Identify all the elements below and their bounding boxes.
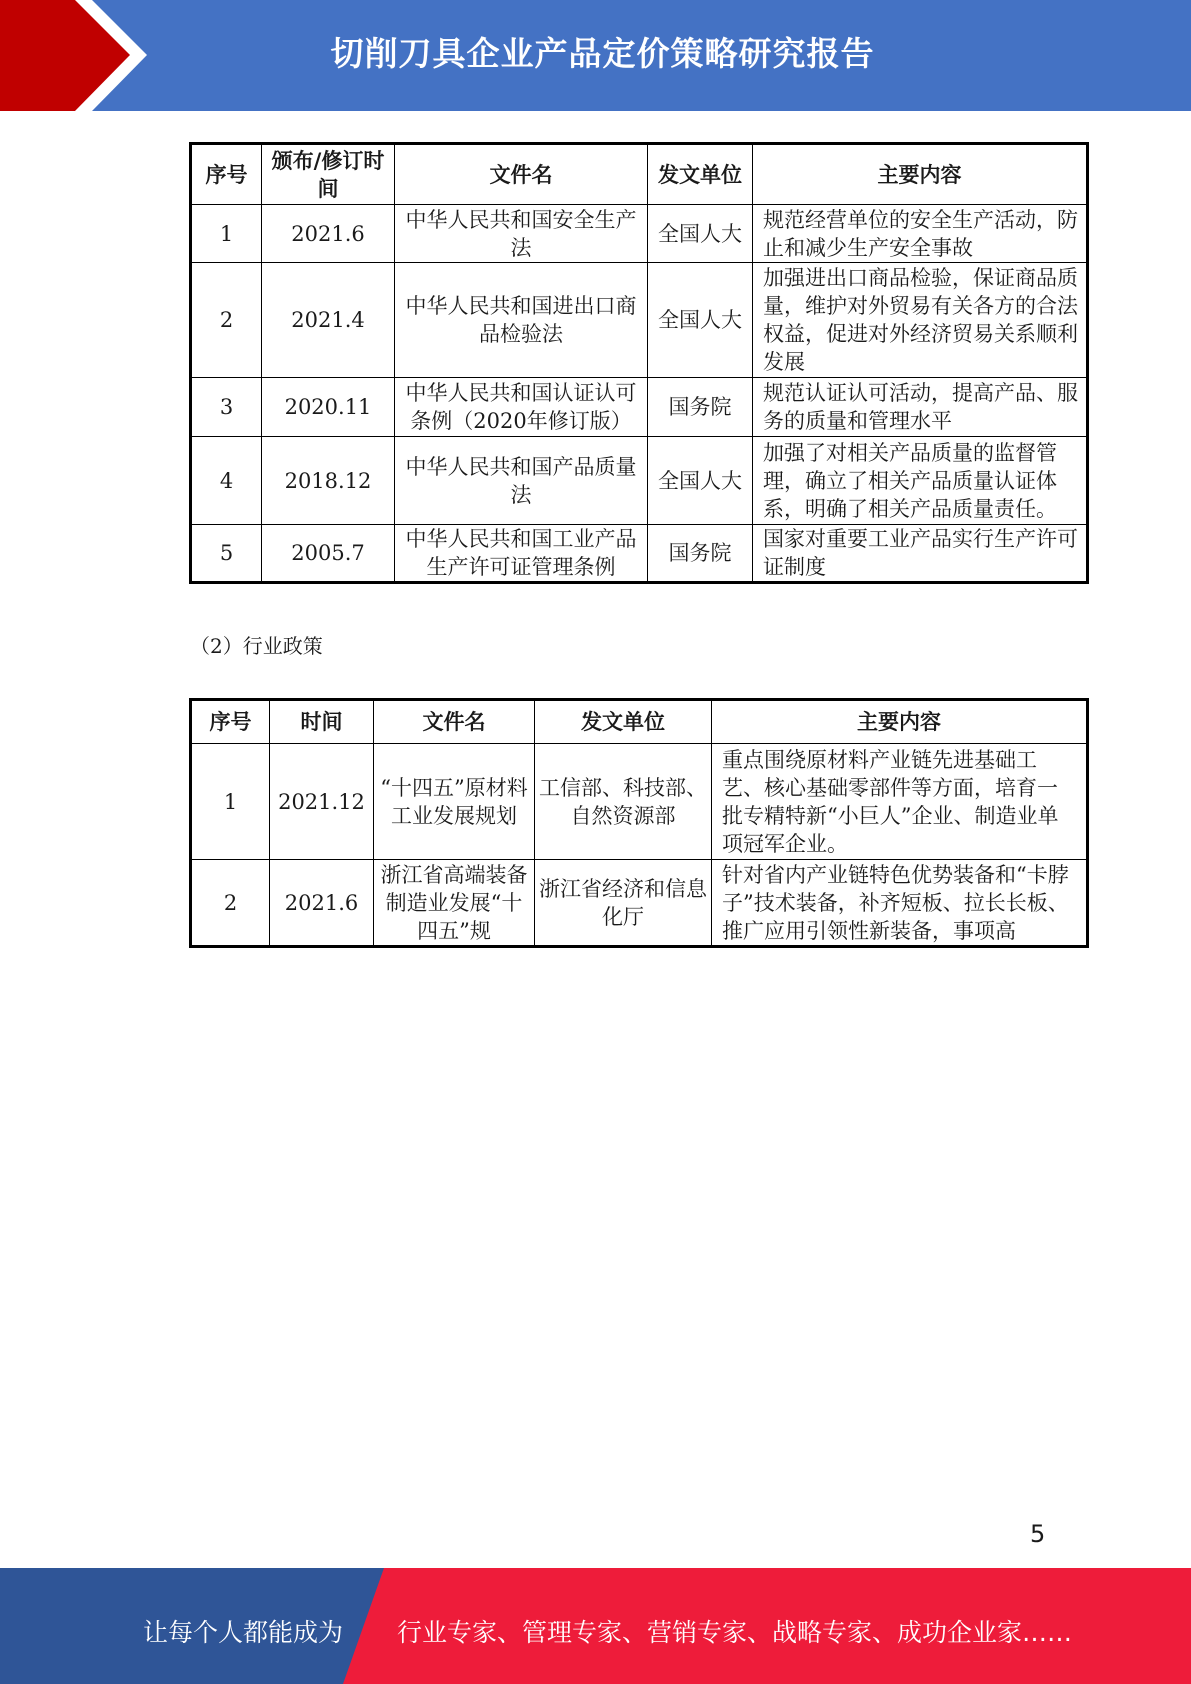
cell-date: 2021.6 — [270, 860, 374, 947]
table-row — [191, 205, 1088, 263]
cell-index: 1 — [191, 744, 270, 860]
cell-document: 中华人民共和国进出口商品检验法 — [395, 263, 648, 378]
table-row — [191, 525, 1088, 583]
col-header: 序号 — [191, 144, 262, 205]
table-row — [191, 744, 1088, 860]
cell-index: 2 — [191, 860, 270, 947]
laws-table — [189, 142, 1089, 584]
cell-content: 规范经营单位的安全生产活动，防止和减少生产安全事故 — [753, 205, 1088, 263]
col-header: 文件名 — [395, 144, 648, 205]
cell-issuer: 工信部、科技部、自然资源部 — [535, 744, 712, 860]
table-header-row — [191, 144, 1088, 205]
table-row — [191, 437, 1088, 525]
cell-date: 2020.11 — [262, 378, 395, 437]
section-heading: （2）行业政策 — [190, 634, 323, 658]
table-row — [191, 860, 1088, 947]
cell-issuer: 浙江省经济和信息化厅 — [535, 860, 712, 947]
col-header: 发文单位 — [535, 700, 712, 744]
table-row — [191, 263, 1088, 378]
report-title: 切削刀具企业产品定价策略研究报告 — [330, 34, 875, 73]
cell-content: 国家对重要工业产品实行生产许可证制度 — [753, 525, 1088, 583]
cell-date: 2005.7 — [262, 525, 395, 583]
cell-issuer: 全国人大 — [648, 437, 753, 525]
table-header-row — [191, 700, 1088, 744]
cell-content: 加强了对相关产品质量的监督管理，确立了相关产品质量认证体系，明确了相关产品质量责任。 — [753, 437, 1088, 525]
cell-index: 1 — [191, 205, 262, 263]
page-number: 5 — [1030, 1520, 1046, 1548]
col-header: 时间 — [270, 700, 374, 744]
cell-content: 重点围绕原材料产业链先进基础工艺、核心基础零部件等方面，培育一批专精特新“小巨人”企业、制造业单项冠军企业。 — [712, 744, 1088, 860]
cell-issuer: 国务院 — [648, 378, 753, 437]
table-row — [191, 378, 1088, 437]
cell-content: 规范认证认可活动，提高产品、服务的质量和管理水平 — [753, 378, 1088, 437]
cell-issuer: 全国人大 — [648, 205, 753, 263]
col-header: 发文单位 — [648, 144, 753, 205]
cell-index: 3 — [191, 378, 262, 437]
cell-document: 中华人民共和国认证认可条例（2020年修订版） — [395, 378, 648, 437]
col-header: 主要内容 — [753, 144, 1088, 205]
col-header: 序号 — [191, 700, 270, 744]
cell-content: 加强进出口商品检验，保证商品质量，维护对外贸易有关各方的合法权益，促进对外经济贸易关系顺利发展 — [753, 263, 1088, 378]
col-header: 主要内容 — [712, 700, 1088, 744]
cell-document: 浙江省高端装备制造业发展“十四五”规 — [374, 860, 535, 947]
cell-document: “十四五”原材料工业发展规划 — [374, 744, 535, 860]
col-header: 文件名 — [374, 700, 535, 744]
cell-document: 中华人民共和国安全生产法 — [395, 205, 648, 263]
cell-date: 2021.6 — [262, 205, 395, 263]
cell-index: 5 — [191, 525, 262, 583]
cell-index: 4 — [191, 437, 262, 525]
cell-issuer: 国务院 — [648, 525, 753, 583]
policies-table — [189, 698, 1089, 948]
cell-content: 针对省内产业链特色优势装备和“卡脖子”技术装备，补齐短板、拉长长板、推广应用引领性新装备，事项高 — [712, 860, 1088, 947]
cell-issuer: 全国人大 — [648, 263, 753, 378]
cell-index: 2 — [191, 263, 262, 378]
col-header: 颁布/修订时间 — [262, 144, 395, 205]
cell-date: 2018.12 — [262, 437, 395, 525]
cell-document: 中华人民共和国工业产品生产许可证管理条例 — [395, 525, 648, 583]
cell-date: 2021.12 — [270, 744, 374, 860]
footer-slogan-left: 让每个人都能成为 — [143, 1618, 344, 1647]
page-header — [0, 0, 1191, 111]
cell-document: 中华人民共和国产品质量法 — [395, 437, 648, 525]
cell-date: 2021.4 — [262, 263, 395, 378]
footer-slogan-right: 行业专家、管理专家、营销专家、战略专家、成功企业家…… — [397, 1618, 1073, 1647]
